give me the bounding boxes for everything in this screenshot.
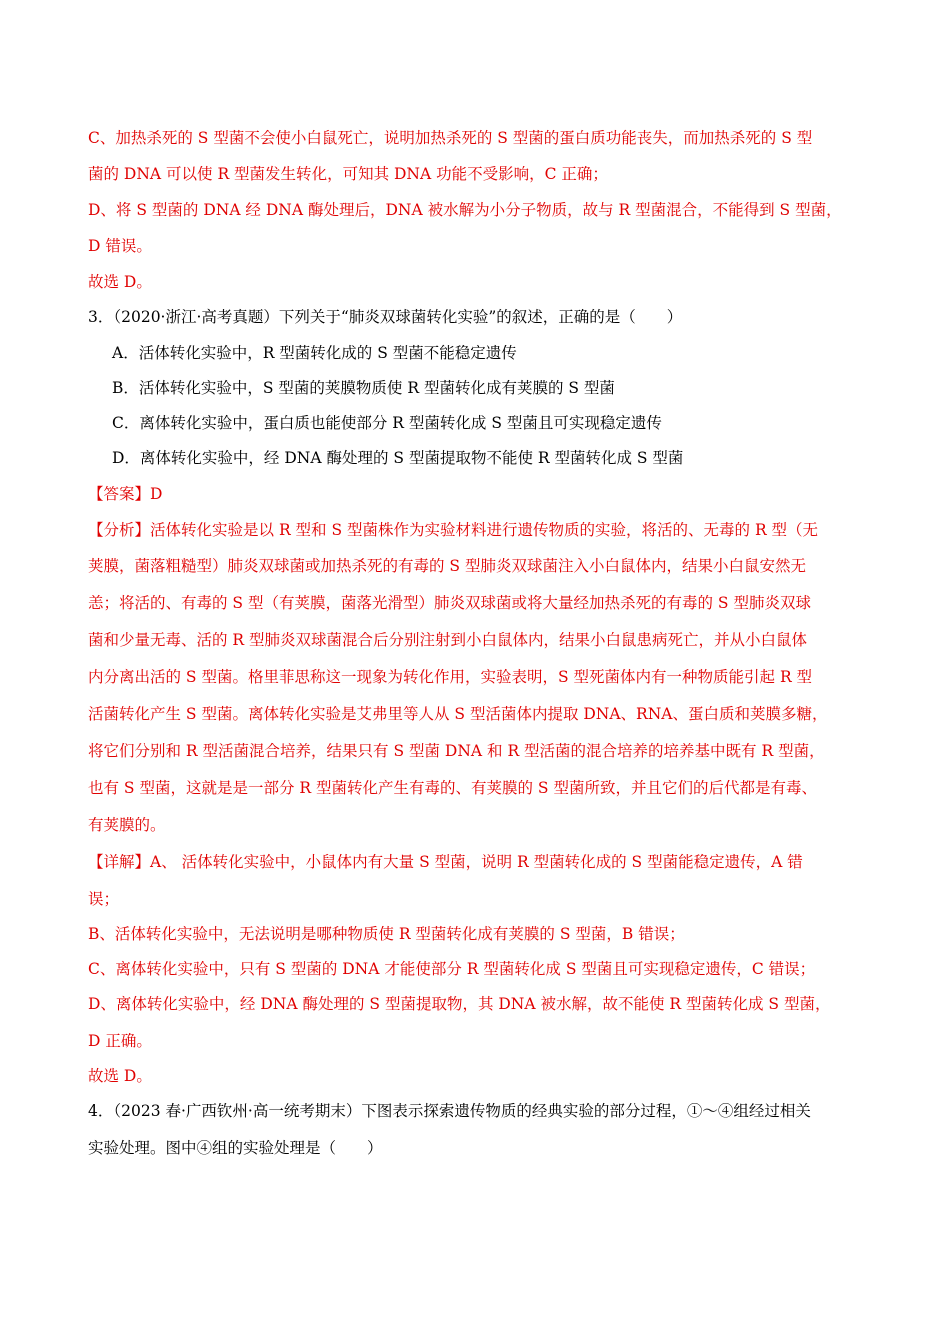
question-3-stem: 3．（2020·浙江·高考真题）下列关于“肺炎双球菌转化实验”的叙述，正确的是（ ）: [88, 308, 683, 326]
question-3-option-c: C．离体转化实验中，蛋白质也能使部分 R 型菌转化成 S 型菌且可实现稳定遗传: [112, 414, 662, 432]
prev-answer-d-line1: D、将 S 型菌的 DNA 经 DNA 酶处理后，DNA 被水解为小分子物质，故与 R 型菌混合，不能得到 S 型菌，: [88, 201, 842, 219]
analysis-line-8: 也有 S 型菌，这就是是一部分 R 型菌转化产生有毒的、有荚膜的 S 型菌所致，并且它们的后代都是有毒、: [88, 779, 817, 797]
prev-answer-c-line2: 菌的 DNA 可以使 R 型菌发生转化，可知其 DNA 功能不受影响，C 正确；: [88, 165, 608, 183]
detail-line-4: C、离体转化实验中，只有 S 型菌的 DNA 才能使部分 R 型菌转化成 S 型菌且可实现稳定遗传，C 错误；: [88, 960, 816, 978]
question-3-option-b: B．活体转化实验中，S 型菌的荚膜物质使 R 型菌转化成有荚膜的 S 型菌: [112, 379, 615, 397]
question-4-stem-line1: 4．（2023 春·广西钦州·高一统考期末）下图表示探索遗传物质的经典实验的部分过程，①～④组经过相关: [88, 1102, 811, 1120]
detail-line-3: B、活体转化实验中，无法说明是哪种物质使 R 型菌转化成有荚膜的 S 型菌，B 错误；: [88, 925, 685, 943]
question-3-option-d: D．离体转化实验中，经 DNA 酶处理的 S 型菌提取物不能使 R 型菌转化成 S 型菌: [112, 449, 684, 467]
detail-line-2: 误；: [88, 890, 120, 908]
detail-text: A、 活体转化实验中，小鼠体内有大量 S 型菌，说明 R 型菌转化成的 S 型菌能稳定遗传，A 错: [150, 853, 803, 871]
prev-answer-d-line2: D 错误。: [88, 237, 152, 255]
analysis-line-7: 将它们分别和 R 型活菌混合培养，结果只有 S 型菌 DNA 和 R 型活菌的混合培养的培养基中既有 R 型菌，: [88, 742, 825, 760]
prev-answer-choice: 故选 D。: [88, 273, 152, 291]
detail-line-5: D、离体转化实验中，经 DNA 酶处理的 S 型菌提取物，其 DNA 被水解，故不能使 R 型菌转化成 S 型菌，: [88, 995, 831, 1013]
analysis-line-9: 有荚膜的。: [88, 816, 166, 834]
answer-value: D: [150, 485, 163, 503]
question-3-option-a: A．活体转化实验中，R 型菌转化成的 S 型菌不能稳定遗传: [112, 344, 517, 362]
analysis-line-5: 内分离出活的 S 型菌。格里菲思称这一现象为转化作用，实验表明，S 型死菌体内有一种物质能引起 R 型: [88, 668, 813, 686]
answer-tag: 【答案】: [88, 485, 151, 503]
prev-answer-c-line1: C、加热杀死的 S 型菌不会使小白鼠死亡，说明加热杀死的 S 型菌的蛋白质功能丧失，而加热杀死的 S 型: [88, 129, 813, 147]
analysis-line-4: 菌和少量无毒、活的 R 型肺炎双球菌混合后分别注射到小白鼠体内，结果小白鼠患病死亡，并从小白鼠体: [88, 631, 808, 649]
analysis-line-6: 活菌转化产生 S 型菌。离体转化实验是艾弗里等人从 S 型活菌体内提取 DNA、RNA、蛋白质和荚膜多糖，: [88, 705, 828, 723]
answer-line: [88, 484, 162, 504]
analysis-line-2: 荚膜，菌落粗糙型）肺炎双球菌或加热杀死的有毒的 S 型肺炎双球菌注入小白鼠体内，结果小白鼠安然无: [88, 557, 806, 575]
analysis-tag: 【分析】: [88, 521, 151, 539]
analysis-text: 活体转化实验是以 R 型和 S 型菌株作为实验材料进行遗传物质的实验，将活的、无毒的 R 型（无: [150, 521, 819, 539]
detail-line-6: D 正确。: [88, 1032, 152, 1050]
detail-tag: 【详解】: [88, 853, 151, 871]
analysis-line-3: 恙；将活的、有毒的 S 型（有荚膜，菌落光滑型）肺炎双球菌或将大量经加热杀死的有毒的 S 型肺炎双球: [88, 594, 811, 612]
detail-line-1: [88, 852, 803, 872]
analysis-line-1: [88, 520, 818, 540]
detail-line-7: 故选 D。: [88, 1067, 152, 1085]
question-4-stem-line2: 实验处理。图中④组的实验处理是（ ）: [88, 1139, 383, 1157]
